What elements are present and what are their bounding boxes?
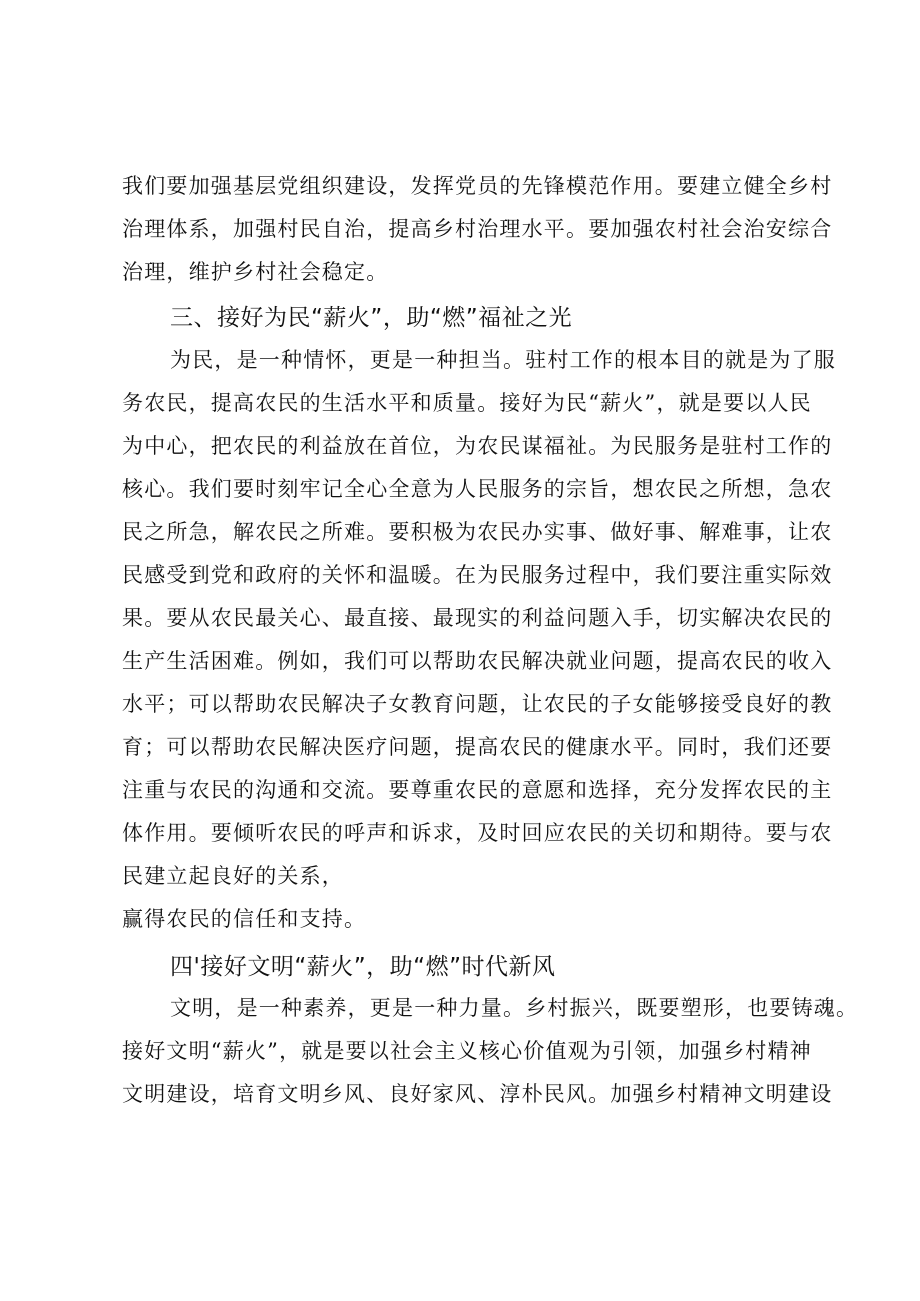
paragraph-line: 育；可以帮助农民解决医疗问题，提高农民的健康水平。同时，我们还要 bbox=[122, 735, 833, 759]
paragraph-line: 治理，维护乡村社会稳定。 bbox=[122, 260, 389, 284]
paragraph-line: 民建立起良好的关系， bbox=[122, 864, 344, 888]
paragraph-line: 水平；可以帮助农民解决子女教育问题，让农民的子女能够接受良好的教 bbox=[122, 692, 833, 716]
paragraph-line: 务农民，提高农民的生活水平和质量。接好为民“薪火”，就是要以人民 bbox=[122, 391, 812, 415]
section-heading-3: 三、接好为民“薪火”，助“燃”福祉之光 bbox=[170, 305, 573, 331]
paragraph-line: 生产生活困难。例如，我们可以帮助农民解决就业问题，提高农民的收入 bbox=[122, 649, 833, 673]
paragraph-line: 注重与农民的沟通和交流。要尊重农民的意愿和选择，充分发挥农民的主 bbox=[122, 778, 833, 802]
paragraph-line: 民感受到党和政府的关怀和温暖。在为民服务过程中，我们要注重实际效 bbox=[122, 563, 833, 587]
paragraph-line: 民之所急，解农民之所难。要积极为农民办实事、做好事、解难事，让农 bbox=[122, 520, 833, 544]
paragraph-line: 赢得农民的信任和支持。 bbox=[122, 907, 367, 931]
paragraph-line: 治理体系，加强村民自治，提高乡村治理水平。要加强农村社会治安综合 bbox=[122, 217, 833, 241]
paragraph-line: 我们要加强基层党组织建设，发挥党员的先锋模范作用。要建立健全乡村 bbox=[122, 174, 833, 198]
paragraph-line: 果。要从农民最关心、最直接、最现实的利益问题入手，切实解决农民的 bbox=[122, 606, 833, 630]
paragraph-line: 接好文明“薪火”，就是要以社会主义核心价值观为引领，加强乡村精神 bbox=[122, 1039, 812, 1063]
paragraph-line: 核心。我们要时刻牢记全心全意为人民服务的宗旨，想农民之所想，急农 bbox=[122, 477, 833, 501]
paragraph-line: 文明，是一种素养，更是一种力量。乡村振兴，既要塑形，也要铸魂。 bbox=[170, 996, 859, 1020]
paragraph-line: 为民，是一种情怀，更是一种担当。驻村工作的根本目的就是为了服 bbox=[170, 348, 836, 372]
paragraph-line: 文明建设，培育文明乡风、良好家风、淳朴民风。加强乡村精神文明建设 bbox=[122, 1082, 833, 1106]
paragraph-line: 为中心，把农民的利益放在首位，为农民谋福祉。为民服务是驻村工作的 bbox=[122, 434, 833, 458]
section-heading-4: 四'接好文明“薪火”，助“燃”时代新风 bbox=[170, 954, 556, 980]
paragraph-line: 体作用。要倾听农民的呼声和诉求，及时回应农民的关切和期待。要与农 bbox=[122, 821, 833, 845]
